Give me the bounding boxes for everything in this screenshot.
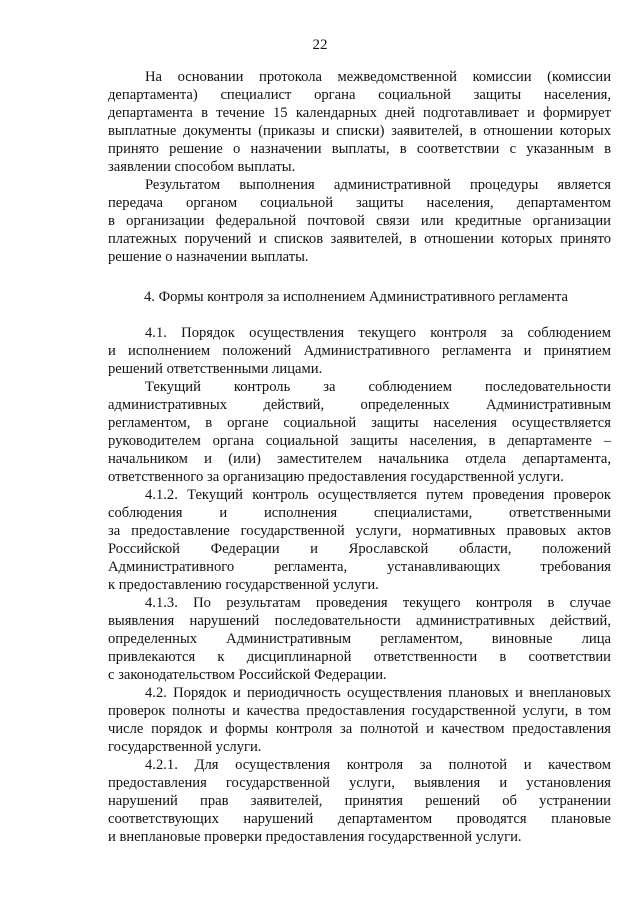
- paragraph: [108, 68, 611, 176]
- text-line: начальником и (или) заместителем начальника отдела департамента,: [108, 451, 611, 467]
- paragraph: [108, 756, 611, 846]
- page-number: 22: [312, 37, 328, 53]
- section-heading: 4. Формы контроля за исполнением Административного регламента: [144, 289, 569, 305]
- text-line: департамента) специалист органа социальной защиты населения,: [108, 87, 611, 103]
- paragraphs-before-heading: [108, 68, 611, 266]
- text-line: 4.1. Порядок осуществления текущего контроля за соблюдением: [145, 325, 611, 341]
- text-line: административных действий, определенных Административным: [108, 397, 611, 413]
- text-line: 4.2.1. Для осуществления контроля за полнотой и качеством: [145, 757, 611, 773]
- paragraph: [108, 176, 611, 266]
- text-line: передача органом социальной защиты населения, департаментом: [108, 195, 611, 211]
- paragraph: [108, 684, 611, 756]
- text-line: в организации федеральной почтовой связи или кредитные организации: [108, 213, 611, 229]
- text-line: соблюдения и исполнения специалистами, ответственными: [108, 505, 611, 521]
- paragraph: [108, 594, 611, 684]
- text-line: Российской Федерации и Ярославской области, положений: [108, 541, 611, 557]
- text-line: платежных поручений и списков заявителей, в отношении которых принято: [108, 231, 611, 247]
- text-line: Результатом выполнения административной процедуры является: [145, 177, 611, 193]
- text-line: выплатные документы (приказы и списки) заявителей, в отношении которых: [108, 123, 611, 139]
- text-line: проверок полноты и качества предоставления государственной услуги, в том: [108, 703, 611, 719]
- text-line: ответственного за организацию предоставления государственной услуги.: [108, 469, 564, 485]
- text-line: 4.1.3. По результатам проведения текущего контроля в случае: [145, 595, 611, 611]
- text-line: и внеплановые проверки предоставления государственной услуги.: [108, 829, 522, 845]
- text-line: 4.2. Порядок и периодичность осуществления плановых и внеплановых: [145, 685, 611, 701]
- text-line: выявления нарушений последовательности административных действий,: [108, 613, 611, 629]
- text-line: числе порядок и формы контроля за полнотой и качеством предоставления: [108, 721, 611, 737]
- paragraph: [108, 486, 611, 594]
- text-line: 4.1.2. Текущий контроль осуществляется путем проведения проверок: [145, 487, 611, 503]
- text-line: с законодательством Российской Федерации.: [108, 667, 387, 683]
- text-line: соответствующих нарушений департаментом проводятся плановые: [108, 811, 611, 827]
- text-line: государственной услуги.: [108, 739, 262, 755]
- paragraphs-after-heading: [108, 324, 611, 846]
- text-line: руководителем органа социальной защиты населения, в департаменте –: [108, 433, 611, 449]
- document-body: [108, 68, 611, 846]
- text-line: принято решение о назначении выплаты, в соответствии с указанным в: [108, 141, 611, 157]
- text-line: определенных Административным регламентом, виновные лица: [108, 631, 611, 647]
- text-line: регламентом, в органе социальной защиты населения осуществляется: [108, 415, 611, 431]
- paragraph: [108, 324, 611, 378]
- text-line: заявлении способом выплаты.: [108, 159, 296, 175]
- text-line: и исполнением положений Административного регламента и принятием: [108, 343, 611, 359]
- text-line: за предоставление государственной услуги, нормативных правовых актов: [108, 523, 611, 539]
- paragraph: [108, 378, 611, 486]
- text-line: решение о назначении выплаты.: [108, 249, 309, 265]
- text-line: к предоставлению государственной услуги.: [108, 577, 379, 593]
- text-line: На основании протокола межведомственной комиссии (комиссии: [145, 69, 611, 85]
- text-line: нарушений прав заявителей, принятия решений об устранении: [108, 793, 611, 809]
- text-line: департамента в течение 15 календарных дней подготавливает и формирует: [108, 105, 611, 121]
- text-line: Административного регламента, устанавливающих требования: [108, 559, 611, 575]
- text-line: Текущий контроль за соблюдением последовательности: [145, 379, 611, 395]
- text-line: предоставления государственной услуги, выявления и установления: [108, 775, 611, 791]
- text-line: привлекаются к дисциплинарной ответственности в соответствии: [108, 649, 611, 665]
- text-line: решений ответственными лицами.: [108, 361, 323, 377]
